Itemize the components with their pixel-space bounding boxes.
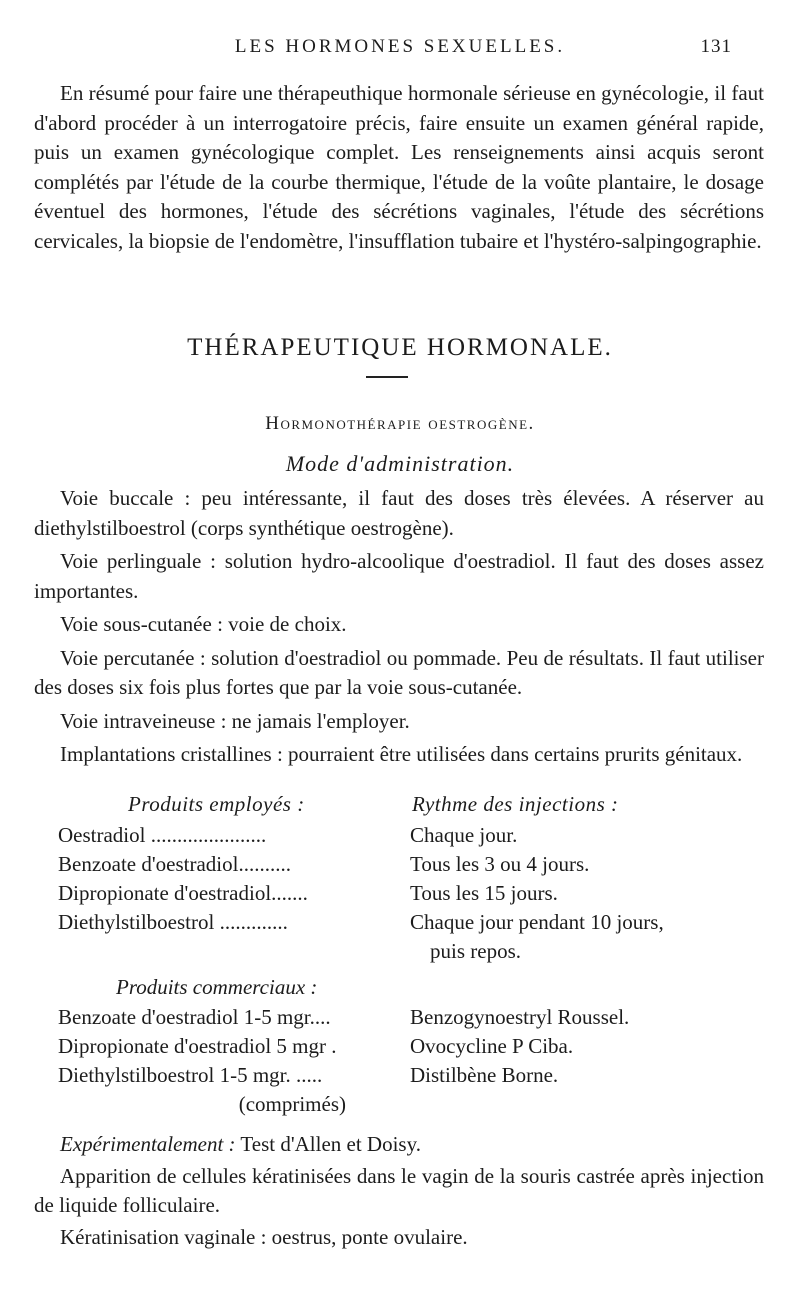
route-item: Voie buccale : peu intéressante, il faut des doses très élevées. A réserver au diethylstilboestrol (corps synthétique oestrogène). [34, 486, 764, 540]
brand-name: Distilbène Borne. [410, 1063, 559, 1087]
injection-rhythm: Chaque jour pendant 10 jours, [410, 910, 664, 934]
route-item: Voie perlinguale : solution hydro-alcoolique d'oestradiol. Il faut des doses assez importantes. [34, 549, 764, 603]
product-dose: Benzoate d'oestradiol 1-5 mgr.... [58, 1005, 331, 1029]
product-name: Dipropionate d'oestradiol....... [58, 881, 308, 905]
commercial-table [58, 1005, 778, 1121]
subsection-title: Hormonothérapie oestrogène. [265, 413, 535, 434]
page-number: 131 [700, 36, 732, 57]
table-row [58, 939, 778, 968]
table-row [58, 1034, 778, 1063]
running-title: LES HORMONES SEXUELLES. [234, 36, 566, 57]
injection-rhythm-continued: puis repos. [430, 939, 521, 963]
product-dose: Dipropionate d'oestradiol 5 mgr . [58, 1034, 337, 1058]
route-item: Voie sous-cutanée : voie de choix. [60, 612, 347, 636]
injection-rhythm: Tous les 15 jours. [410, 881, 558, 905]
experimental-label: Expérimentalement : [60, 1132, 236, 1156]
table-row [58, 881, 778, 910]
title-rule [366, 376, 408, 378]
table-row [58, 910, 778, 939]
brand-name: Ovocycline P Ciba. [410, 1034, 574, 1058]
experimental-test: Test d'Allen et Doisy. [235, 1132, 421, 1156]
summary-paragraph: En résumé pour faire une thérapeuthique hormonale sérieuse en gynécologie, il faut d'abord procéder à un interrogatoire précis, faire ensuite un examen général rapide, puis un examen gynécologique complet. Les renseignements ainsi acquis seront complétés par l'étude de la courbe thermique, l'étude de la voûte plantaire, le dosage éventuel des hormones, l'étude des sécrétions vaginales, l'étude des sécrétions cervicales, la biopsie de l'endomètre, l'insufflation tubaire et l'hystéro-salpingographie. [34, 81, 764, 253]
product-name: Oestradiol ...................... [58, 823, 267, 847]
brand-name: Benzogynoestryl Roussel. [410, 1005, 630, 1029]
injection-rhythm: Chaque jour. [410, 823, 518, 847]
route-item: Implantations cristallines : pourraient être utilisées dans certains prurits génitaux. [60, 742, 743, 766]
table-row [58, 1005, 778, 1034]
running-head [0, 36, 800, 66]
table-row [58, 1063, 778, 1092]
commercial-products-head: Produits commerciaux : [116, 975, 318, 999]
table-row [58, 823, 778, 852]
experimental-section [34, 1130, 764, 1255]
experimental-paragraph: Kératinisation vaginale : oestrus, ponte ovulaire. [60, 1225, 468, 1249]
comprimes-note: (comprimés) [238, 1092, 346, 1116]
product-name: Benzoate d'oestradiol.......... [58, 852, 291, 876]
product-dose: Diethylstilboestrol 1-5 mgr. ..... [58, 1063, 323, 1087]
product-name: Diethylstilboestrol ............. [58, 910, 288, 934]
table-row [58, 1092, 778, 1121]
table-row [58, 852, 778, 881]
experimental-lead-line [34, 1130, 764, 1159]
route-item: Voie percutanée : solution d'oestradiol ou pommade. Peu de résultats. Il faut utiliser des doses six fois plus fortes que par la voie sous-cutanée. [34, 645, 764, 699]
products-table [58, 823, 778, 968]
experimental-paragraph: Apparition de cellules kératinisées dans le vagin de la souris castrée après injection de liquide folliculaire. [34, 1164, 764, 1217]
route-item: Voie intraveineuse : ne jamais l'employer. [60, 708, 410, 733]
products-column-head: Produits employés : [128, 792, 305, 816]
section-title: THÉRAPEUTIQUE HORMONALE. [187, 334, 613, 361]
administration-routes [34, 484, 764, 774]
rhythm-column-head: Rythme des injections : [412, 792, 619, 816]
mode-title: Mode d'administration. [285, 451, 515, 476]
injection-rhythm: Tous les 3 ou 4 jours. [410, 852, 590, 876]
